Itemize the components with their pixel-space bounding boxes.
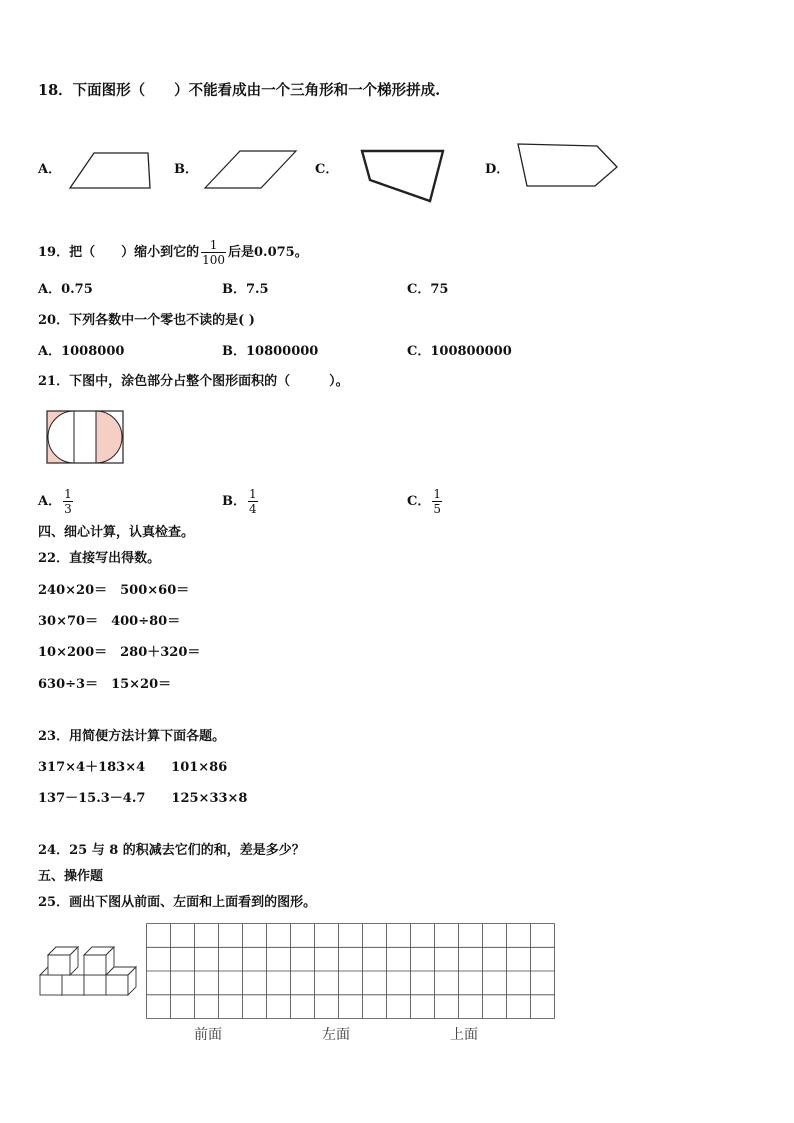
- q21-option-b: [222, 485, 260, 519]
- q21-stem: 21．下图中，涂色部分占整个图形面积的（ ）。: [38, 374, 349, 389]
- q20-stem: 20．下列各数中一个零也不读的是( ): [38, 313, 255, 328]
- q18-shape-b-parallelogram: [205, 151, 296, 188]
- q22-row-2: 30×70＝ 400÷80＝: [38, 614, 181, 629]
- q18-shape-a-parallelogram: [70, 153, 150, 188]
- q22-row-3: 10×200＝ 280＋320＝: [38, 645, 201, 660]
- section-5-heading: 五、操作题: [38, 869, 104, 884]
- q21-option-c: [407, 485, 444, 519]
- q21-option-a-num: 1: [64, 487, 72, 501]
- q21-option-c-den: 5: [433, 502, 441, 516]
- q19-stem: [38, 236, 308, 270]
- q18-shape-d-pentagon: [518, 144, 617, 186]
- q20-option-b: B．10800000: [222, 344, 319, 359]
- q22-row-1: 240×20＝ 500×60＝: [38, 583, 190, 598]
- q21-option-b-num: 1: [249, 487, 257, 501]
- q21-shaded-left-half-circle: [47, 411, 74, 463]
- q21-option-a: [38, 485, 75, 519]
- q21-option-a-den: 3: [64, 502, 72, 516]
- q21-option-b-fraction: [248, 487, 258, 516]
- q23-row-1: 317×4＋183×4 101×86: [38, 760, 228, 775]
- q23-stem: 23．用简便方法计算下面各题。: [38, 729, 226, 744]
- q21-option-a-fraction: [63, 487, 73, 516]
- q25-stem: 25．画出下图从前面、左面和上面看到的图形。: [38, 895, 317, 910]
- q18-option-b-label: B．: [174, 162, 198, 177]
- q18-option-c-label: C．: [315, 162, 339, 177]
- q19-option-c: C．75: [407, 282, 449, 297]
- q25-cube-stack-figure: [38, 940, 134, 998]
- q19-stem-before: 19．把（ ）缩小到它的: [38, 245, 200, 260]
- q19-fraction: [201, 238, 226, 267]
- q25-label-left: 左面: [322, 1027, 350, 1043]
- q25-drawing-grid[interactable]: [146, 923, 555, 1019]
- q18-stem: 18．下面图形（ ）不能看成由一个三角形和一个梯形拼成.: [38, 82, 441, 99]
- q21-option-b-den: 4: [249, 502, 257, 516]
- q19-option-a: A．0.75: [38, 282, 93, 297]
- q21-shaded-right-half-circle: [96, 411, 122, 463]
- q21-figure: [46, 410, 124, 464]
- q18-shapes: [0, 0, 794, 240]
- q24-stem: 24．25 与 8 的积减去它们的和，差是多少？: [38, 843, 305, 858]
- q18-shape-c-quadrilateral: [362, 151, 443, 201]
- q19-fraction-num: 1: [209, 238, 218, 252]
- q20-option-c: C．100800000: [407, 344, 512, 359]
- q19-stem-after: 后是0.075。: [228, 245, 308, 260]
- q25-label-front: 前面: [194, 1027, 222, 1043]
- q23-row-2: 137－15.3－4.7 125×33×8: [38, 791, 248, 806]
- section-4-heading: 四、细心计算，认真检查。: [38, 525, 195, 540]
- q21-option-c-fraction: [432, 487, 442, 516]
- q21-option-c-num: 1: [433, 487, 441, 501]
- q18-option-d-label: D．: [485, 162, 510, 177]
- q19-fraction-den: 100: [202, 253, 225, 267]
- q21-option-a-letter: A．: [38, 494, 62, 509]
- q18-option-a-label: A．: [38, 162, 62, 177]
- q19-option-b: B．7.5: [222, 282, 269, 297]
- q25-label-top: 上面: [450, 1027, 478, 1043]
- q21-option-c-letter: C．: [407, 494, 431, 509]
- q20-option-a: A．1008000: [38, 344, 125, 359]
- q21-option-b-letter: B．: [222, 494, 246, 509]
- q22-stem: 22．直接写出得数。: [38, 551, 161, 566]
- q22-row-4: 630÷3＝ 15×20＝: [38, 677, 172, 692]
